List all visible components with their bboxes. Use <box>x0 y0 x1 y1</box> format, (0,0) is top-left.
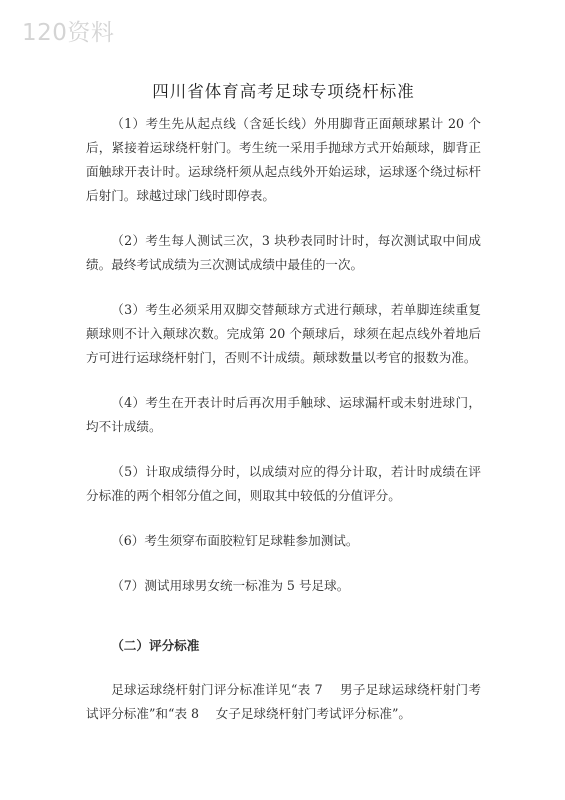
document-body <box>86 78 481 726</box>
rule-paragraph-4: （4）考生在开表计时后再次用手触球、运球漏杆或未射进球门，均不计成绩。 <box>86 395 481 434</box>
rule-paragraph-5: （5）计取成绩得分时，以成绩对应的得分计取，若计时成绩在评分标准的两个相邻分值之间，则取其中较低的分值评分。 <box>86 464 481 503</box>
watermark: 120资料 <box>22 20 115 46</box>
rule-paragraph-3: （3）考生必须采用双脚交替颠球方式进行颠球，若单脚连续重复颠球则不计入颠球次数。完成第 20 个颠球后，球须在起点线外着地后方可进行运球绕杆射门，否则不计成绩。颠球数量以考官的报数为准。 <box>86 302 481 365</box>
document-title: 四川省体育高考足球专项绕杆标准 <box>152 82 415 101</box>
closing-paragraph: 足球运球绕杆射门评分标准详见“表 7 男子足球运球绕杆射门考试评分标准”和“表 8 女子足球绕杆射门考试评分标准”。 <box>86 682 481 721</box>
rule-paragraph-7: （7）测试用球男女统一标准为 5 号足球。 <box>111 578 350 593</box>
section-heading: （二）评分标准 <box>111 638 200 653</box>
rule-paragraph-6: （6）考生须穿布面胶粒钉足球鞋参加测试。 <box>111 533 359 548</box>
rule-paragraph-2: （2）考生每人测试三次，3 块秒表同时计时，每次测试取中间成绩。最终考试成绩为三次测试成绩中最佳的一次。 <box>86 233 481 272</box>
rule-paragraph-1: （1）考生先从起点线（含延长线）外用脚背正面颠球累计 20 个后，紧接着运球绕杆射门。考生统一采用手抛球方式开始颠球，脚背正面触球开表计时。运球绕杆须从起点线外开始运球，运球逐个绕过标杆后射门。球越过球门线时即停表。 <box>86 116 481 203</box>
